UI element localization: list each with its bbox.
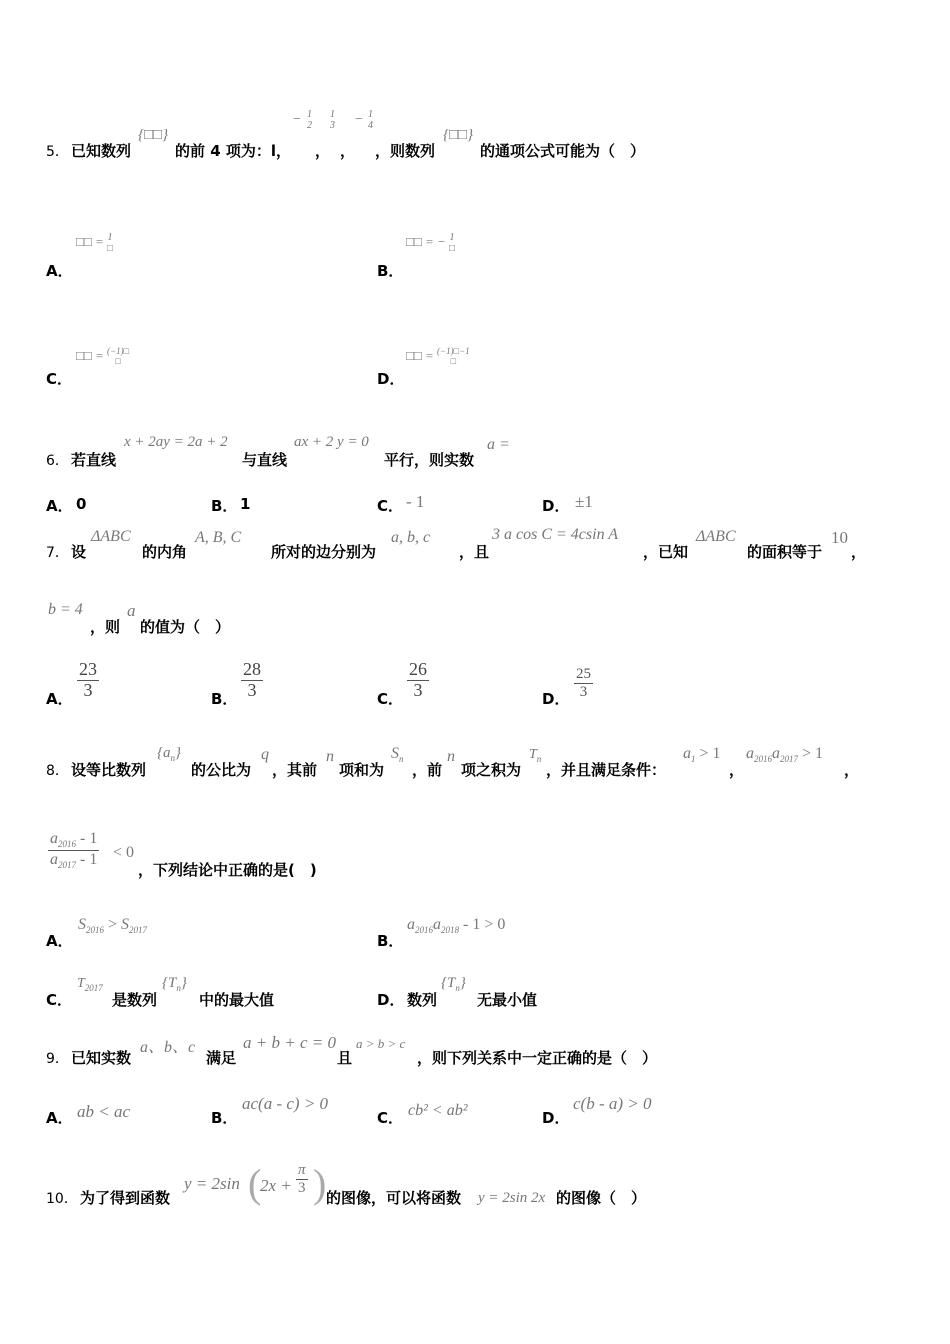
option-c-formula: cb² < ab² [408, 1102, 468, 1119]
option-label-b: B． [211, 1109, 238, 1127]
question-number: 6． [46, 453, 69, 469]
n-variable: n [447, 748, 455, 765]
function-1: y = 2sin [184, 1174, 240, 1193]
condition-order: a > b > c [356, 1036, 406, 1051]
option-b-formula: ac(a - c) > 0 [242, 1094, 329, 1113]
question-text: ，则数列 [375, 142, 436, 160]
question-text: 已知实数 [71, 1049, 132, 1067]
question-number: 8． [46, 763, 69, 779]
option-b-fraction: $\frac{28}{3}$ [243, 659, 261, 700]
question-text: ，且 [459, 543, 490, 561]
option-a-formula: □□ = 1 □ [76, 232, 114, 254]
line-equation-2: ax + 2 y = 0 [294, 434, 369, 450]
question-number: 7． [46, 545, 69, 561]
option-label-c: C． [377, 690, 404, 708]
question-text: 平行，则实数 [384, 451, 475, 469]
condition-sum: a + b + c = 0 [243, 1033, 336, 1052]
option-label-a: A． [46, 690, 73, 708]
question-text: 项和为 [339, 761, 385, 779]
question-text: 的图像（ ） [556, 1189, 647, 1207]
option-c-t2017: $T_{2017}$ [77, 976, 103, 993]
question-text: 的前 4 项为：l， [175, 142, 292, 160]
option-label-b: B． [211, 497, 238, 515]
pi-over-3: $\frac{\pi}{3}$ [298, 1162, 306, 1196]
option-label-b: B． [377, 262, 404, 280]
question-text: 已知数列 [71, 142, 132, 160]
option-label-d: D． [377, 991, 405, 1009]
question-text: 设 [71, 543, 87, 561]
separator: ， [844, 761, 860, 779]
question-text: 项之积为 [461, 761, 522, 779]
question-text: 所对的边分别为 [271, 543, 377, 561]
triangle-symbol: ΔABC [91, 528, 131, 545]
option-label-b: B． [211, 690, 238, 708]
question-text: 的公比为 [191, 761, 252, 779]
option-d-fraction: $\frac{25}{3}$ [576, 666, 591, 700]
sequence-a-n: $\{a_n\}$ [157, 745, 181, 763]
question-text: 若直线 [71, 451, 117, 469]
question-text: 的图像，可以将函数 [326, 1189, 462, 1207]
question-number: 5． [46, 144, 69, 160]
option-label-d: D． [542, 497, 570, 515]
question-number: 9． [46, 1051, 69, 1067]
question-text: ，已知 [643, 543, 689, 561]
separator: ， [340, 142, 356, 160]
option-label-d: D． [542, 690, 570, 708]
question-text: ， [851, 543, 867, 561]
option-d-text: 数列 [407, 991, 438, 1009]
option-c-formula: □□ = (−1)□ □ [76, 346, 130, 366]
question-text: 且 [337, 1049, 353, 1067]
option-c-value: - 1 [406, 492, 425, 511]
b-equation: b = 4 [48, 601, 83, 618]
question-text: 为了得到函数 [80, 1189, 171, 1207]
option-label-a: A． [46, 262, 73, 280]
option-d-formula: c(b - a) > 0 [573, 1094, 652, 1113]
option-c-text: 中的最大值 [199, 991, 275, 1009]
angles: A, B, C [195, 529, 242, 546]
question-text: 的值为（ ） [140, 618, 231, 636]
option-d-formula: □□ = (−1)□−1 □ [406, 346, 470, 366]
function-2: y = 2sin 2x [478, 1190, 546, 1206]
option-label-d: D． [377, 370, 405, 388]
sequence-symbol: {□□} [138, 127, 169, 143]
n-variable: n [326, 748, 334, 765]
a-variable: a [127, 601, 136, 620]
question-number: 10． [46, 1191, 78, 1207]
condition: 3 a cos C = 4csin A [492, 526, 619, 543]
sum-s-n: $S_n$ [391, 745, 404, 765]
question-text: ，则下列关系中一定正确的是（ ） [417, 1049, 658, 1067]
option-c-fraction: $\frac{26}{3}$ [409, 659, 427, 700]
term-fraction: 1 2 [307, 109, 312, 131]
option-d-text: 无最小值 [477, 991, 538, 1009]
ratio-q: q [261, 746, 269, 763]
option-a-formula: ab < ac [77, 1102, 131, 1121]
option-d-set: $\{T_n\}$ [441, 975, 466, 993]
option-label-b: B． [377, 932, 404, 950]
option-label-a: A． [46, 1109, 73, 1127]
condition-product: $a_{2016}a_{2017} > 1$ [746, 745, 824, 765]
option-label-c: C． [46, 991, 73, 1009]
question-text: 满足 [206, 1049, 237, 1067]
question-text: 的通项公式可能为（ ） [480, 142, 646, 160]
term-sign: − [354, 112, 364, 127]
option-a-value: 0 [76, 495, 87, 513]
paren-left-icon: ( [248, 1161, 262, 1206]
option-label-a: A． [46, 497, 73, 515]
term-fraction: 1 4 [368, 109, 373, 131]
option-a-formula: $S_{2016} > S_{2017}$ [78, 916, 148, 936]
option-d-value: ±1 [575, 492, 593, 511]
variable-a: a = [487, 436, 510, 453]
condition-a1: $a_1 > 1$ [683, 745, 721, 765]
variables: a、b、c [140, 1039, 196, 1056]
option-label-a: A． [46, 932, 73, 950]
option-label-c: C． [377, 497, 404, 515]
condition-fraction: $\frac{a_{2016} - 1}{a_{2017} - 1}$ [50, 830, 98, 871]
question-text: ，前 [412, 761, 443, 779]
option-b-formula: $a_{2016}a_{2018} - 1 > 0$ [407, 916, 506, 936]
question-text: ，并且满足条件： [546, 761, 667, 779]
question-text: 设等比数列 [71, 761, 147, 779]
option-label-c: C． [46, 370, 73, 388]
question-text: 的内角 [142, 543, 188, 561]
product-t-n: $T_n$ [529, 747, 542, 764]
option-c-text: 是数列 [112, 991, 158, 1009]
area-value: 10 [831, 528, 848, 547]
option-b-formula: □□ = − 1 □ [406, 232, 456, 254]
line-equation-1: x + 2ay = 2a + 2 [124, 434, 228, 450]
question-text: 与直线 [242, 451, 288, 469]
option-label-c: C． [377, 1109, 404, 1127]
separator: ， [729, 761, 745, 779]
term-fraction: 1 3 [330, 109, 335, 131]
term-fraction: − [292, 112, 302, 127]
option-a-fraction: $\frac{23}{3}$ [79, 659, 97, 700]
option-b-value: 1 [240, 495, 251, 513]
sides: a, b, c [391, 529, 431, 546]
relation: < 0 [113, 844, 135, 861]
option-c-set: $\{T_n\}$ [162, 975, 187, 993]
separator: ， [315, 142, 331, 160]
question-text: 的面积等于 [747, 543, 823, 561]
sequence-symbol: {□□} [443, 127, 474, 143]
question-text: ，则 [90, 618, 121, 636]
paren-right-icon: ) [313, 1161, 327, 1206]
option-label-d: D． [542, 1109, 570, 1127]
question-text: ，下列结论中正确的是( ) [138, 861, 317, 879]
question-text: ，其前 [272, 761, 318, 779]
triangle-symbol: ΔABC [696, 528, 736, 545]
function-1-inner: 2x + [260, 1176, 292, 1195]
